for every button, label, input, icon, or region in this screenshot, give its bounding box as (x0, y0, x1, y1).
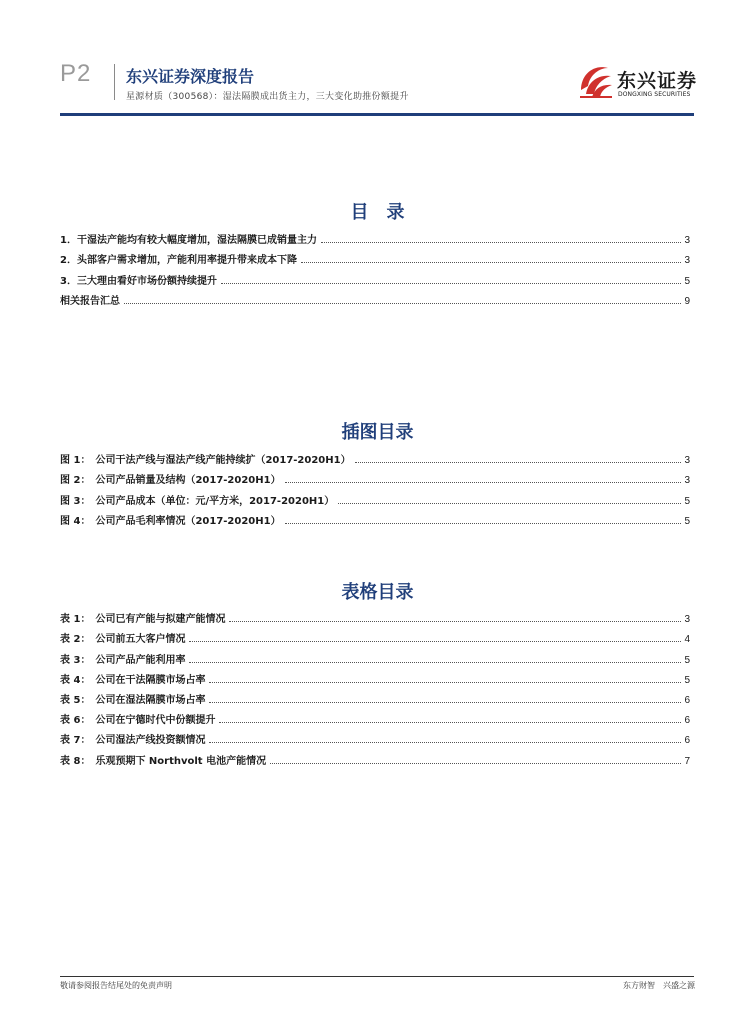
toc-leader-dots (229, 620, 681, 622)
footer-disclaimer: 敬请参阅报告结尾处的免责声明 (60, 981, 172, 990)
toc-leader-dots (285, 481, 682, 483)
toc-entry[interactable] (60, 666, 690, 686)
logo-text-cn: 东兴证券 (617, 70, 698, 92)
toc-entry-label: 1．干湿法产能均有较大幅度增加，湿法隔膜已成销量主力 (60, 235, 317, 247)
toc-entry[interactable] (60, 706, 690, 726)
footer-rule (60, 976, 694, 977)
toc-entry-label: 表 6： 公司在宁德时代中份额提升 (60, 715, 216, 727)
toc-entry[interactable] (60, 246, 690, 266)
toc-entry-page: 5 (684, 495, 690, 507)
toc-entry-page: 4 (684, 634, 690, 646)
tables-list (60, 605, 690, 767)
report-type: 东兴证券深度报告 (126, 67, 255, 86)
logo-text-en: DONGXING SECURITIES (618, 91, 691, 98)
footer-slogan: 东方财智 兴盛之源 (623, 981, 695, 990)
toc-entry-label: 3．三大理由看好市场份额持续提升 (60, 275, 217, 287)
toc-leader-dots (209, 681, 681, 683)
toc-leader-dots (285, 522, 682, 524)
toc-entry[interactable] (60, 266, 690, 286)
toc-entry-page: 5 (684, 515, 690, 527)
toc-entry-page: 3 (684, 255, 690, 267)
toc-entry-label: 图 4： 公司产品毛利率情况（2017-2020H1） (60, 515, 281, 527)
toc-entry[interactable] (60, 645, 690, 665)
toc-entry-label: 表 3： 公司产品产能利用率 (60, 654, 186, 666)
toc-entry[interactable] (60, 226, 690, 246)
toc-leader-dots (301, 261, 681, 263)
toc-entry[interactable] (60, 446, 690, 466)
toc-entry[interactable] (60, 486, 690, 506)
toc-entry-page: 3 (684, 235, 690, 247)
page-number: P2 (60, 60, 92, 87)
toc-leader-dots (321, 241, 681, 243)
toc-entry[interactable] (60, 466, 690, 486)
toc-entry-label: 表 7： 公司湿法产线投资额情况 (60, 735, 206, 747)
toc-entry-label: 表 8： 乐观预期下 Northvolt 电池产能情况 (60, 755, 267, 767)
toc-entry[interactable] (60, 746, 690, 766)
toc-entry-label: 图 1： 公司干法产线与湿法产线产能持续扩（2017-2020H1） (60, 455, 351, 467)
toc-leader-dots (209, 701, 681, 703)
toc-leader-dots (209, 741, 681, 743)
figures-title: 插图目录 (341, 422, 414, 443)
toc-entry[interactable] (60, 507, 690, 527)
toc-entry-page: 3 (684, 614, 690, 626)
toc-list (60, 226, 690, 307)
toc-entry[interactable] (60, 726, 690, 746)
toc-leader-dots (189, 661, 681, 663)
header-rule (60, 113, 694, 116)
toc-entry-page: 5 (684, 275, 690, 287)
header-divider (114, 64, 115, 100)
dongxing-logo-icon (578, 60, 614, 100)
toc-entry-page: 3 (684, 455, 690, 467)
toc-entry[interactable] (60, 605, 690, 625)
toc-entry-label: 表 5： 公司在湿法隔膜市场占率 (60, 694, 206, 706)
toc-entry[interactable] (60, 287, 690, 307)
toc-entry-label: 表 2： 公司前五大客户情况 (60, 634, 186, 646)
toc-entry-page: 7 (684, 755, 690, 767)
toc-title: 目 录 (350, 202, 405, 223)
toc-entry[interactable] (60, 686, 690, 706)
toc-entry-label: 图 3： 公司产品成本（单位：元/平方米，2017-2020H1） (60, 495, 335, 507)
toc-leader-dots (355, 461, 682, 463)
toc-leader-dots (124, 302, 681, 304)
figures-list (60, 446, 690, 527)
toc-entry-label: 表 1： 公司已有产能与拟建产能情况 (60, 614, 226, 626)
toc-entry-page: 6 (684, 694, 690, 706)
toc-entry-page: 6 (684, 715, 690, 727)
toc-entry-label: 图 2： 公司产品销量及结构（2017-2020H1） (60, 475, 281, 487)
toc-entry-label: 表 4： 公司在干法隔膜市场占率 (60, 674, 206, 686)
company-logo (578, 60, 698, 106)
toc-entry-page: 5 (684, 674, 690, 686)
toc-leader-dots (221, 282, 681, 284)
toc-leader-dots (219, 721, 681, 723)
toc-entry[interactable] (60, 625, 690, 645)
report-subtitle: 星源材质（300568）：湿法隔膜成出货主力，三大变化助推份额提升 (126, 92, 409, 102)
toc-leader-dots (338, 502, 681, 504)
toc-entry-page: 9 (684, 295, 690, 307)
toc-entry-label: 相关报告汇总 (60, 295, 120, 307)
toc-leader-dots (270, 762, 681, 764)
toc-entry-page: 6 (684, 735, 690, 747)
toc-entry-page: 3 (684, 475, 690, 487)
toc-entry-label: 2．头部客户需求增加，产能利用率提升带来成本下降 (60, 255, 297, 267)
page-header (0, 0, 755, 118)
toc-leader-dots (189, 640, 681, 642)
toc-entry-page: 5 (684, 654, 690, 666)
tables-title: 表格目录 (341, 582, 414, 603)
